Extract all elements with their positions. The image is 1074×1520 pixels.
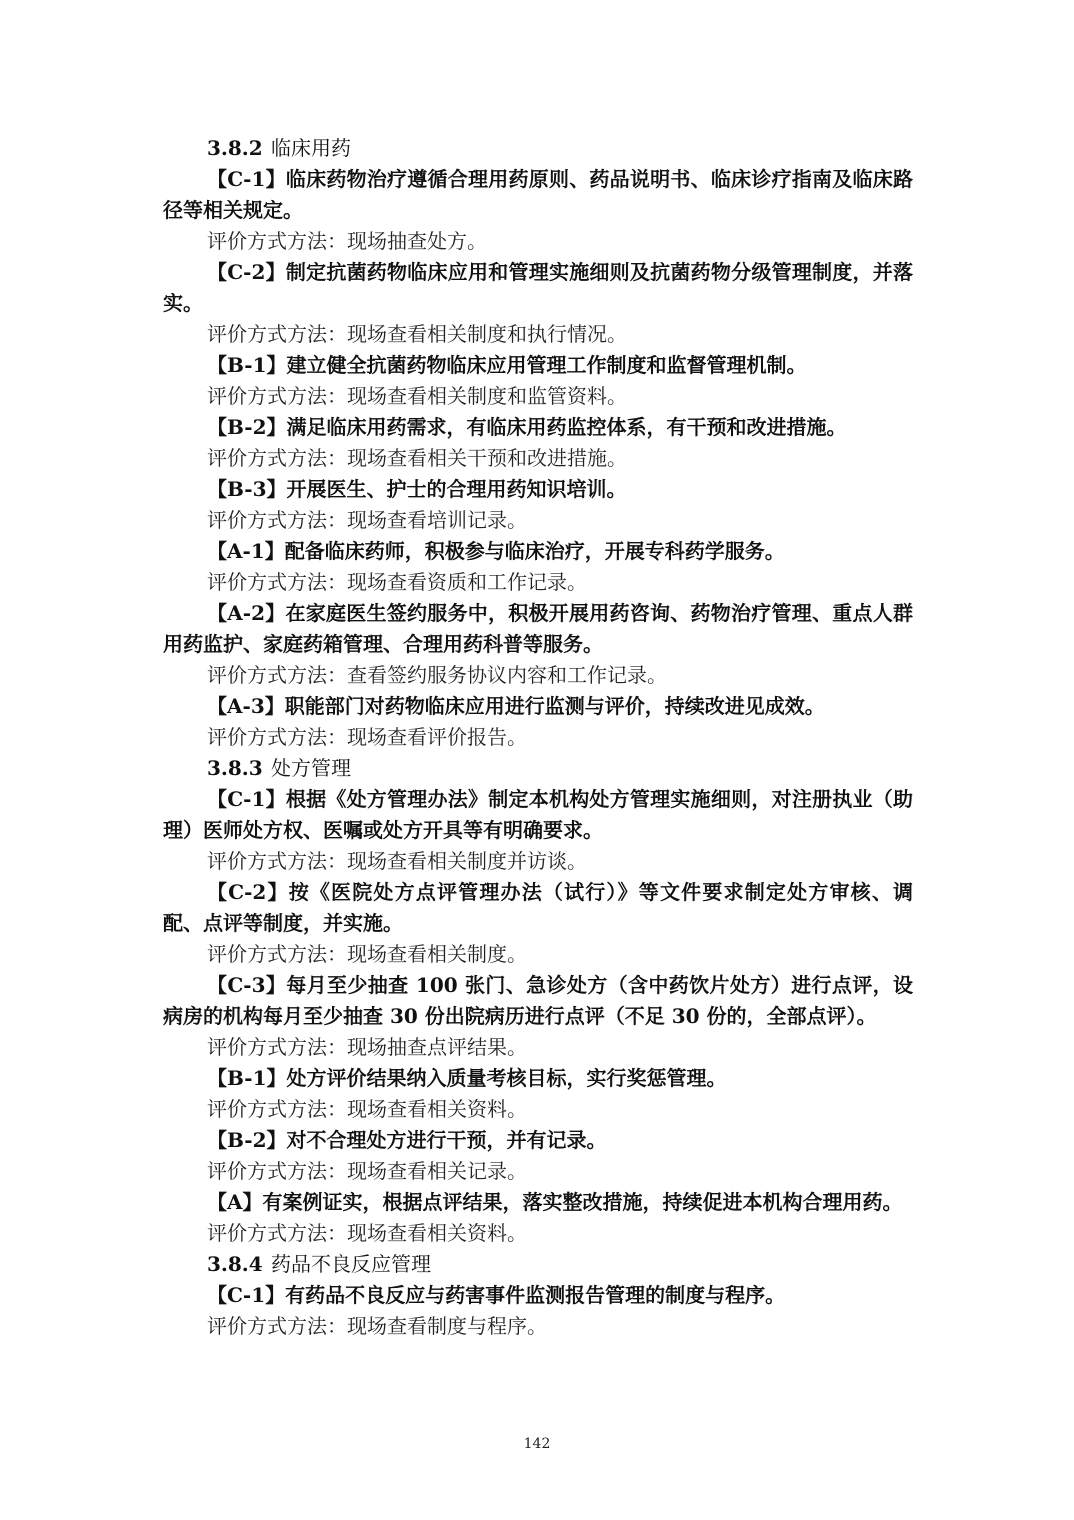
- criterion: [163, 350, 913, 381]
- section-heading: [163, 753, 913, 784]
- criterion-code: 【B-3】: [207, 477, 287, 501]
- criterion-code: 【B-2】: [207, 1128, 287, 1152]
- criterion: [163, 164, 913, 226]
- section-title: 药品不良反应管理: [271, 1252, 431, 1276]
- evaluation-method: 评价方式方法：现场查看相关制度。: [207, 942, 527, 966]
- criterion-code: 【B-1】: [207, 1066, 287, 1090]
- criterion-text: 职能部门对药物临床应用进行监测与评价，持续改进见成效。: [284, 694, 825, 718]
- criterion-text: 处方评价结果纳入质量考核目标，实行奖惩管理。: [286, 1066, 727, 1090]
- criterion-text: 每月至少抽查 100 张门、急诊处方（含中药饮片处方）进行点评，设病房的机构每月至少抽查 30 份出院病历进行点评（不足 30 份的，全部点评）。: [163, 973, 913, 1028]
- evaluation-method: 评价方式方法：现场抽查点评结果。: [207, 1035, 527, 1059]
- criterion-code: 【C-2】: [207, 260, 286, 284]
- section-title: 处方管理: [271, 756, 351, 780]
- criterion: [163, 257, 913, 319]
- criterion-code: 【B-2】: [207, 415, 287, 439]
- criterion: [163, 412, 913, 443]
- evaluation-method: 评价方式方法：现场查看相关干预和改进措施。: [207, 446, 627, 470]
- criterion-text: 制定抗菌药物临床应用和管理实施细则及抗菌药物分级管理制度，并落实。: [163, 260, 914, 315]
- evaluation-method: 评价方式方法：现场查看相关制度和监管资料。: [207, 384, 627, 408]
- criterion-text: 建立健全抗菌药物临床应用管理工作制度和监督管理机制。: [286, 353, 807, 377]
- criterion: [163, 784, 913, 846]
- page-content: [163, 133, 913, 1342]
- criterion-code: 【A-1】: [207, 539, 285, 563]
- criterion: [163, 970, 913, 1032]
- evaluation-method: 评价方式方法：现场查看相关记录。: [207, 1159, 527, 1183]
- criterion-code: 【C-1】: [207, 1283, 286, 1307]
- section-number: 3.8.2: [207, 136, 263, 160]
- criterion-code: 【A-2】: [207, 601, 286, 625]
- section-heading: [163, 133, 913, 164]
- criterion-text: 有案例证实，根据点评结果，落实整改措施，持续促进本机构合理用药。: [262, 1190, 903, 1214]
- criterion-code: 【C-1】: [207, 167, 286, 191]
- criterion-code: 【B-1】: [207, 353, 287, 377]
- criterion: [163, 1280, 913, 1311]
- criterion: [163, 1125, 913, 1156]
- criterion-text: 配备临床药师，积极参与临床治疗，开展专科药学服务。: [284, 539, 785, 563]
- criterion-text: 开展医生、护士的合理用药知识培训。: [286, 477, 627, 501]
- section-number: 3.8.3: [207, 756, 263, 780]
- section-heading: [163, 1249, 913, 1280]
- criterion-text: 满足临床用药需求，有临床用药监控体系，有干预和改进措施。: [286, 415, 847, 439]
- criterion: [163, 474, 913, 505]
- criterion: [163, 536, 913, 567]
- evaluation-method: 评价方式方法：现场查看相关资料。: [207, 1097, 527, 1121]
- evaluation-method: 评价方式方法：现场查看相关资料。: [207, 1221, 527, 1245]
- evaluation-method: 评价方式方法：查看签约服务协议内容和工作记录。: [207, 663, 667, 687]
- page-number: 142: [523, 1436, 551, 1452]
- evaluation-method: 评价方式方法：现场查看制度与程序。: [207, 1314, 547, 1338]
- criterion-code: 【C-1】: [207, 787, 286, 811]
- section-number: 3.8.4: [207, 1252, 263, 1276]
- criterion: [163, 877, 913, 939]
- evaluation-method: 评价方式方法：现场查看培训记录。: [207, 508, 527, 532]
- criterion: [163, 691, 913, 722]
- criterion: [163, 598, 913, 660]
- criterion-text: 按《医院处方点评管理办法（试行）》等文件要求制定处方审核、调配、点评等制度，并实施。: [163, 880, 913, 935]
- criterion-code: 【A】: [207, 1190, 263, 1214]
- criterion-code: 【C-2】: [207, 880, 289, 904]
- criterion-text: 对不合理处方进行干预，并有记录。: [286, 1128, 607, 1152]
- criterion-text: 临床药物治疗遵循合理用药原则、药品说明书、临床诊疗指南及临床路径等相关规定。: [163, 167, 914, 222]
- evaluation-method: 评价方式方法：现场查看资质和工作记录。: [207, 570, 587, 594]
- criterion: [163, 1063, 913, 1094]
- evaluation-method: 评价方式方法：现场查看相关制度并访谈。: [207, 849, 587, 873]
- criterion: [163, 1187, 913, 1218]
- criterion-code: 【C-3】: [207, 973, 287, 997]
- evaluation-method: 评价方式方法：现场抽查处方。: [207, 229, 487, 253]
- criterion-text: 根据《处方管理办法》制定本机构处方管理实施细则，对注册执业（助理）医师处方权、医嘱或处方开具等有明确要求。: [163, 787, 914, 842]
- evaluation-method: 评价方式方法：现场查看相关制度和执行情况。: [207, 322, 627, 346]
- criterion-code: 【A-3】: [207, 694, 285, 718]
- criterion-text: 在家庭医生签约服务中，积极开展用药咨询、药物治疗管理、重点人群用药监护、家庭药箱管理、合理用药科普等服务。: [163, 601, 914, 656]
- criterion-text: 有药品不良反应与药害事件监测报告管理的制度与程序。: [285, 1283, 786, 1307]
- evaluation-method: 评价方式方法：现场查看评价报告。: [207, 725, 527, 749]
- section-title: 临床用药: [271, 136, 351, 160]
